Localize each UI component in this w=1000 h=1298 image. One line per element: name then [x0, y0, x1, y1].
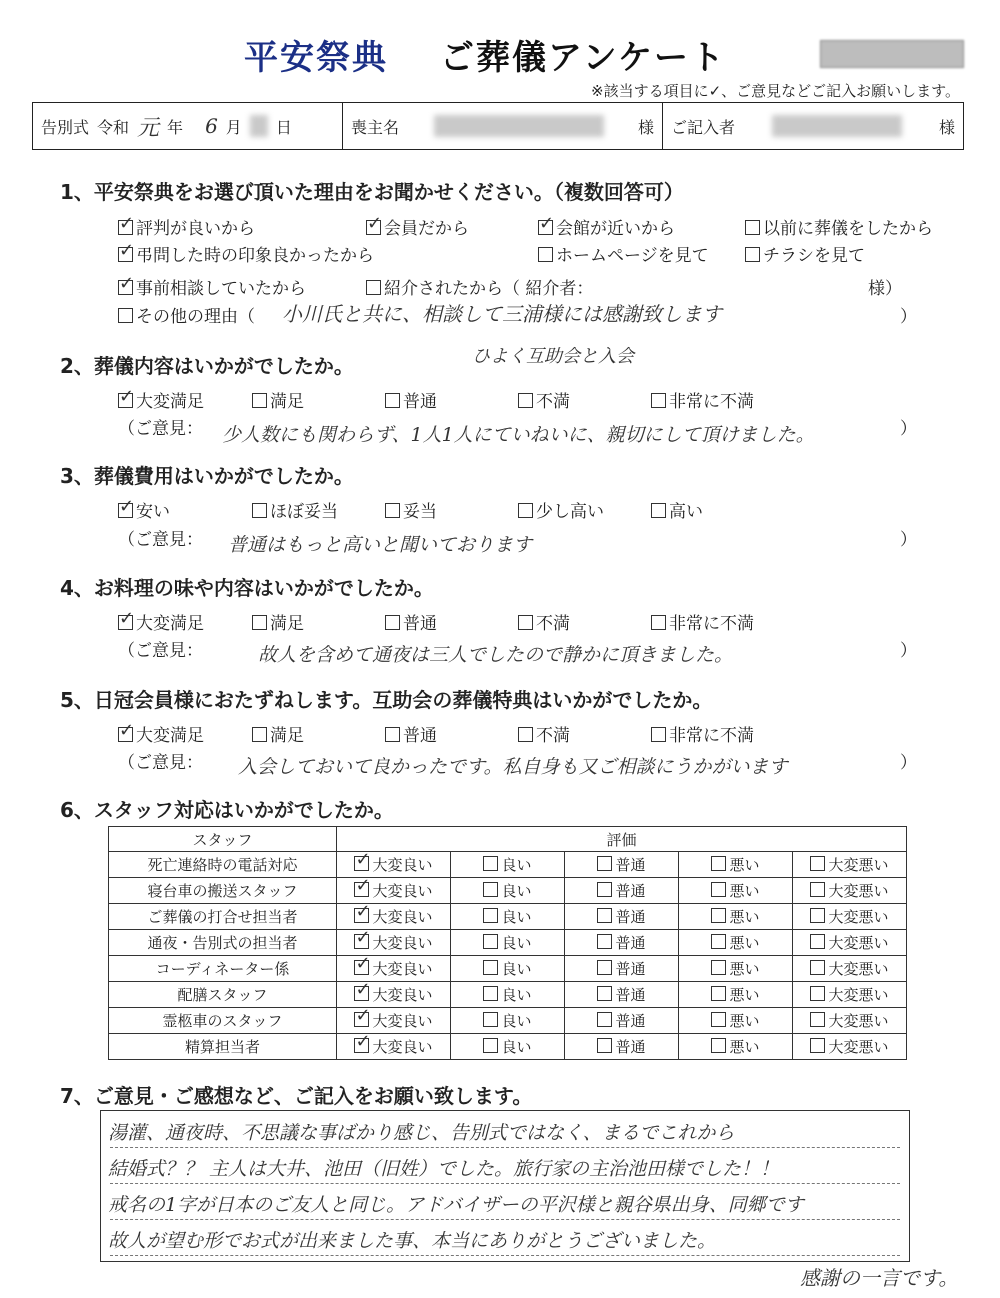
- checkbox[interactable]: [483, 960, 498, 975]
- checkbox-checked[interactable]: [118, 220, 133, 235]
- q3-close-paren: ）: [900, 530, 917, 550]
- year-label: 年: [167, 117, 184, 137]
- mourner-cell: [343, 103, 663, 149]
- col-staff: スタッフ: [109, 827, 337, 852]
- checkbox[interactable]: [118, 308, 133, 323]
- staff-role: 死亡連絡時の電話対応: [109, 852, 337, 878]
- redacted-writer-name: [772, 115, 902, 137]
- writer-label: ご記入者: [671, 117, 736, 137]
- checkbox-checked[interactable]: [118, 727, 133, 742]
- checkbox[interactable]: [810, 856, 825, 871]
- checkbox[interactable]: [538, 247, 553, 262]
- rating-cell[interactable]: 良い: [451, 852, 565, 878]
- q7-closing[interactable]: 感謝の一言です。: [800, 1266, 959, 1290]
- rating-cell[interactable]: 大変悪い: [793, 1034, 907, 1060]
- rating-cell[interactable]: ✓ 大変良い: [337, 956, 451, 982]
- checkbox[interactable]: [597, 934, 612, 949]
- checkbox[interactable]: [810, 986, 825, 1001]
- checkbox-checked[interactable]: [118, 615, 133, 630]
- q2-option[interactable]: 普通: [385, 387, 437, 412]
- q1-title: 1、平安祭典をお選び頂いた理由をお聞かせください。（複数回答可）: [60, 180, 684, 204]
- q3-title: 3、葬儀費用はいかがでしたか。: [60, 464, 354, 488]
- writer-cell: [663, 103, 963, 149]
- checkbox[interactable]: [810, 908, 825, 923]
- checkbox-checked[interactable]: [538, 220, 553, 235]
- q4-option[interactable]: 非常に不満: [651, 609, 754, 634]
- checkbox-checked[interactable]: [118, 503, 133, 518]
- q7-comment-line[interactable]: 結婚式？？ 主人は大井、池田（旧姓）でした。旅行家の主治池田様でした！！: [108, 1158, 780, 1180]
- q5-option[interactable]: ✓大変満足: [118, 721, 204, 746]
- year-value[interactable]: 元: [137, 115, 160, 141]
- staff-role: 精算担当者: [109, 1034, 337, 1060]
- q2-opinion-label: （ご意見：: [118, 419, 203, 439]
- staff-role: 配膳スタッフ: [109, 982, 337, 1008]
- rating-cell[interactable]: 良い: [451, 878, 565, 904]
- rating-cell[interactable]: 良い: [451, 956, 565, 982]
- q5-comment[interactable]: 入会しておいて良かったです。私自身も又ご相談にうかがいます: [238, 756, 788, 778]
- checkbox[interactable]: [711, 960, 726, 975]
- checkbox-checked[interactable]: [118, 247, 133, 262]
- checkbox[interactable]: [366, 280, 381, 295]
- q1-close-paren: ）: [900, 307, 917, 327]
- q7-comment-line[interactable]: 戒名の1字が日本のご友人と同じ。アドバイザーの平沢様と親谷県出身、同郷です: [108, 1194, 804, 1216]
- q4-option[interactable]: 不満: [518, 609, 570, 634]
- page-title: ご葬儀アンケート: [440, 38, 726, 78]
- rating-cell[interactable]: 悪い: [679, 930, 793, 956]
- q3-option[interactable]: 妥当: [385, 497, 437, 522]
- q1-option[interactable]: ✓評判が良いから: [118, 214, 255, 239]
- q4-opinion-label: （ご意見：: [118, 641, 203, 661]
- q4-comment[interactable]: 故人を含めて通夜は三人でしたので静かに頂きました。: [258, 644, 734, 666]
- checkbox[interactable]: [518, 393, 533, 408]
- checkbox[interactable]: [483, 856, 498, 871]
- checkbox[interactable]: [711, 1012, 726, 1027]
- q4-option[interactable]: 満足: [252, 609, 304, 634]
- q1-option[interactable]: ✓弔問した時の印象良かったから: [118, 241, 374, 266]
- q4-option[interactable]: 普通: [385, 609, 437, 634]
- q2-option[interactable]: ✓大変満足: [118, 387, 204, 412]
- checkbox-checked[interactable]: [354, 986, 369, 1001]
- redacted-id: [820, 40, 964, 68]
- checkbox-checked[interactable]: [354, 1038, 369, 1053]
- table-row: [109, 1008, 907, 1034]
- rating-cell[interactable]: ✓ 大変良い: [337, 1008, 451, 1034]
- q1-other-reason[interactable]: 小川氏と共に、相談して三浦様には感謝致します: [282, 302, 722, 326]
- checkbox[interactable]: [651, 393, 666, 408]
- checkbox[interactable]: [711, 986, 726, 1001]
- q4-close-paren: ）: [900, 641, 917, 661]
- q5-option[interactable]: 満足: [252, 721, 304, 746]
- staff-rating-table: [108, 826, 907, 1060]
- q3-option[interactable]: ほぼ妥当: [252, 497, 338, 522]
- rating-cell[interactable]: 悪い: [679, 1034, 793, 1060]
- q2-comment[interactable]: 少人数にも関わらず、1人1人にていねいに、親切にして頂けました。: [222, 424, 815, 446]
- checkbox[interactable]: [651, 727, 666, 742]
- checkbox-checked[interactable]: [118, 280, 133, 295]
- checkbox[interactable]: [518, 615, 533, 630]
- rating-cell[interactable]: 大変悪い: [793, 982, 907, 1008]
- checkbox[interactable]: [385, 615, 400, 630]
- table-row: [109, 878, 907, 904]
- q7-comment-line[interactable]: 故人が望む形でお式が出来ました事、本当にありがとうございました。: [108, 1230, 717, 1252]
- rating-cell[interactable]: 普通: [565, 878, 679, 904]
- checkbox[interactable]: [252, 503, 267, 518]
- rating-cell[interactable]: 良い: [451, 982, 565, 1008]
- q6-title: 6、スタッフ対応はいかがでしたか。: [60, 798, 394, 822]
- checkbox-checked[interactable]: [354, 908, 369, 923]
- q7-comment-line[interactable]: 湯灌、通夜時、不思議な事ばかり感じ、告別式ではなく、まるでこれから: [108, 1122, 735, 1144]
- rating-cell[interactable]: 良い: [451, 930, 565, 956]
- checkbox[interactable]: [483, 986, 498, 1001]
- rating-cell[interactable]: 悪い: [679, 852, 793, 878]
- rating-cell[interactable]: 悪い: [679, 982, 793, 1008]
- checkbox-checked[interactable]: [354, 960, 369, 975]
- checkbox[interactable]: [252, 393, 267, 408]
- rating-cell[interactable]: 良い: [451, 904, 565, 930]
- comment-line: [110, 1146, 900, 1148]
- q5-option[interactable]: 不満: [518, 721, 570, 746]
- staff-role: 通夜・告別式の担当者: [109, 930, 337, 956]
- checkbox-checked[interactable]: [354, 882, 369, 897]
- comment-line: [110, 1254, 900, 1256]
- q1-option[interactable]: チラシを見て: [745, 241, 865, 266]
- q3-comment[interactable]: 普通はもっと高いと聞いております: [228, 534, 533, 556]
- checkbox[interactable]: [597, 882, 612, 897]
- q1-other-reason-2[interactable]: ひよく互助会と入会: [472, 346, 634, 367]
- checkbox[interactable]: [518, 727, 533, 742]
- q1-option[interactable]: ホームページを見て: [538, 241, 709, 266]
- checkbox[interactable]: [597, 1012, 612, 1027]
- checkbox[interactable]: [385, 393, 400, 408]
- rating-cell[interactable]: 大変悪い: [793, 1008, 907, 1034]
- rating-cell[interactable]: ✓ 大変良い: [337, 982, 451, 1008]
- table-row: [109, 930, 907, 956]
- mourner-label: 喪主名: [351, 117, 400, 137]
- checkbox[interactable]: [711, 908, 726, 923]
- brand-logo: 平安祭典: [244, 38, 388, 78]
- rating-cell[interactable]: 悪い: [679, 1008, 793, 1034]
- checkbox[interactable]: [810, 882, 825, 897]
- q4-option[interactable]: ✓大変満足: [118, 609, 204, 634]
- q3-option[interactable]: 高い: [651, 497, 703, 522]
- rating-cell[interactable]: ✓ 大変良い: [337, 852, 451, 878]
- checkbox[interactable]: [745, 247, 760, 262]
- checkbox-checked[interactable]: [354, 856, 369, 871]
- checkbox[interactable]: [483, 934, 498, 949]
- checkbox[interactable]: [483, 882, 498, 897]
- q3-option[interactable]: ✓安い: [118, 497, 170, 522]
- checkbox-checked[interactable]: [354, 1012, 369, 1027]
- checkbox-checked[interactable]: [118, 393, 133, 408]
- instruction-note: ※該当する項目に✓、ご意見などご記入お願いします。: [591, 82, 960, 100]
- checkbox[interactable]: [518, 503, 533, 518]
- q2-option[interactable]: 不満: [518, 387, 570, 412]
- q1-option[interactable]: その他の理由（: [118, 302, 255, 327]
- checkbox-checked[interactable]: [366, 220, 381, 235]
- col-rating: 評価: [337, 827, 907, 852]
- checkbox[interactable]: [483, 908, 498, 923]
- checkbox[interactable]: [810, 1038, 825, 1053]
- q1-option[interactable]: ✓事前相談していたから: [118, 274, 306, 299]
- table-row: [109, 1034, 907, 1060]
- checkbox[interactable]: [711, 934, 726, 949]
- staff-role: ご葬儀の打合せ担当者: [109, 904, 337, 930]
- checkbox[interactable]: [483, 1012, 498, 1027]
- q3-opinion-label: （ご意見：: [118, 530, 203, 550]
- q4-title: 4、お料理の味や内容はいかがでしたか。: [60, 576, 434, 600]
- rating-cell[interactable]: 普通: [565, 982, 679, 1008]
- q5-title: 5、日冠会員様におたずねします。互助会の葬儀特典はいかがでしたか。: [60, 688, 713, 712]
- checkbox[interactable]: [711, 882, 726, 897]
- rating-cell[interactable]: ✓ 大変良い: [337, 1034, 451, 1060]
- checkbox[interactable]: [385, 503, 400, 518]
- writer-sama: 様: [938, 117, 955, 137]
- q2-option[interactable]: 非常に不満: [651, 387, 754, 412]
- q2-option[interactable]: 満足: [252, 387, 304, 412]
- rating-cell[interactable]: ✓ 大変良い: [337, 930, 451, 956]
- table-row: [109, 956, 907, 982]
- table-row: [109, 982, 907, 1008]
- checkbox[interactable]: [252, 615, 267, 630]
- rating-cell[interactable]: 良い: [451, 1034, 565, 1060]
- rating-cell[interactable]: 悪い: [679, 956, 793, 982]
- redacted-mourner-name: [434, 115, 604, 137]
- comment-line: [110, 1218, 900, 1220]
- checkbox[interactable]: [597, 986, 612, 1001]
- staff-role: コーディネーター係: [109, 956, 337, 982]
- q2-close-paren: ）: [900, 419, 917, 439]
- checkbox[interactable]: [597, 856, 612, 871]
- staff-table-header: [109, 827, 907, 852]
- rating-cell[interactable]: 良い: [451, 1008, 565, 1034]
- checkbox[interactable]: [597, 1038, 612, 1053]
- staff-role: 寝台車の搬送スタッフ: [109, 878, 337, 904]
- checkbox[interactable]: [651, 615, 666, 630]
- checkbox[interactable]: [745, 220, 760, 235]
- table-row: [109, 904, 907, 930]
- table-row: [109, 852, 907, 878]
- rating-cell[interactable]: 大変悪い: [793, 878, 907, 904]
- rating-cell[interactable]: 普通: [565, 852, 679, 878]
- checkbox[interactable]: [597, 960, 612, 975]
- checkbox[interactable]: [711, 1038, 726, 1053]
- checkbox[interactable]: [810, 1012, 825, 1027]
- checkbox[interactable]: [597, 908, 612, 923]
- checkbox[interactable]: [711, 856, 726, 871]
- rating-cell[interactable]: 悪い: [679, 904, 793, 930]
- q5-close-paren: ）: [900, 753, 917, 773]
- checkbox[interactable]: [252, 727, 267, 742]
- rating-cell[interactable]: 悪い: [679, 878, 793, 904]
- month-value[interactable]: 6: [205, 114, 218, 138]
- q1-option[interactable]: ✓ 会員だから: [366, 214, 469, 239]
- header-info-row: [32, 102, 964, 150]
- rating-cell[interactable]: ✓ 大変良い: [337, 878, 451, 904]
- q5-option[interactable]: 非常に不満: [651, 721, 754, 746]
- q2-title: 2、葬儀内容はいかがでしたか。: [60, 354, 354, 378]
- era-label: 令和: [97, 117, 130, 137]
- rating-cell[interactable]: ✓ 大変良い: [337, 904, 451, 930]
- checkbox[interactable]: [810, 960, 825, 975]
- rating-cell[interactable]: 大変悪い: [793, 930, 907, 956]
- redacted-day: [250, 115, 268, 137]
- checkbox[interactable]: [385, 727, 400, 742]
- checkbox-checked[interactable]: [354, 934, 369, 949]
- q1-option[interactable]: 紹介されたから（ 紹介者：: [366, 274, 593, 299]
- rating-cell[interactable]: 普通: [565, 930, 679, 956]
- rating-cell[interactable]: 普通: [565, 1008, 679, 1034]
- month-label: 月: [225, 117, 242, 137]
- checkbox[interactable]: [483, 1038, 498, 1053]
- q5-option[interactable]: 普通: [385, 721, 437, 746]
- q3-option[interactable]: 少し高い: [518, 497, 604, 522]
- rating-cell[interactable]: 大変悪い: [793, 956, 907, 982]
- q5-opinion-label: （ご意見：: [118, 753, 203, 773]
- funeral-date-cell: [33, 103, 343, 149]
- rating-cell[interactable]: 普通: [565, 1034, 679, 1060]
- rating-cell[interactable]: 大変悪い: [793, 852, 907, 878]
- staff-role: 霊柩車のスタッフ: [109, 1008, 337, 1034]
- q1-option[interactable]: 以前に葬儀をしたから: [745, 214, 933, 239]
- q7-title: 7、ご意見・ご感想など、ご記入をお願い致します。: [60, 1084, 533, 1108]
- checkbox[interactable]: [810, 934, 825, 949]
- funeral-label: 告別式: [41, 117, 90, 137]
- q1-introducer-sama: 様）: [868, 279, 902, 299]
- rating-cell[interactable]: 大変悪い: [793, 904, 907, 930]
- q1-option[interactable]: ✓ 会館が近いから: [538, 214, 675, 239]
- checkbox[interactable]: [651, 503, 666, 518]
- comment-line: [110, 1182, 900, 1184]
- mourner-sama: 様: [637, 117, 654, 137]
- rating-cell[interactable]: 普通: [565, 904, 679, 930]
- day-label: 日: [275, 117, 292, 137]
- rating-cell[interactable]: 普通: [565, 956, 679, 982]
